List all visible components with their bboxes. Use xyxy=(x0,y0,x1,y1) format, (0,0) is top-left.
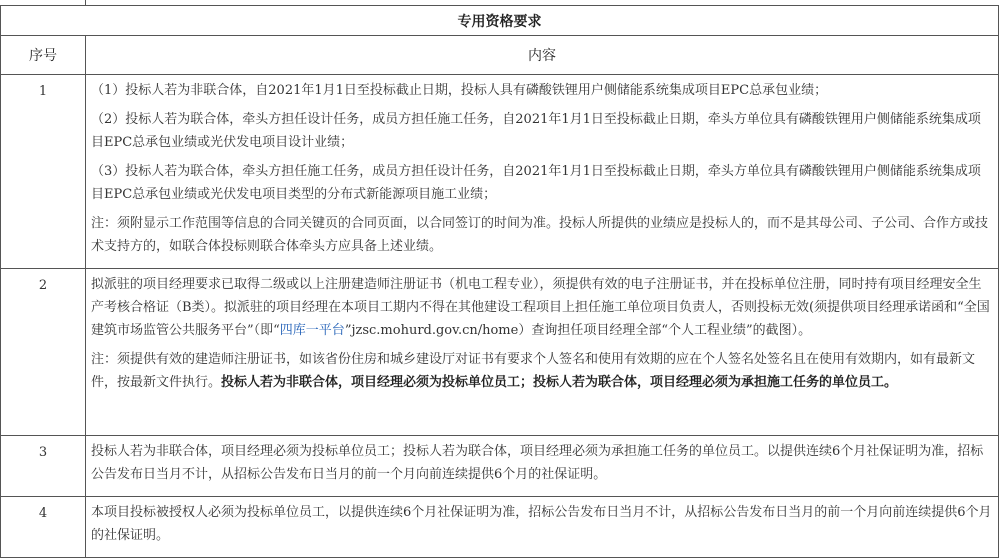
row-content xyxy=(86,269,999,436)
platform-link[interactable]: 四库一平台 xyxy=(279,323,345,338)
paragraph: 投标人若为非联合体，项目经理必须为投标单位员工；投标人若为联合体，项目经理必须为承担施工任务的单位员工。以提供连续6个月社保证明为准，招标公告发布日当月不计，从招标公告发布日当月的前一个月向前连续提供6个月的社保证明。 xyxy=(91,444,984,482)
row-number: 3 xyxy=(1,436,86,497)
table-row xyxy=(1,269,999,436)
paragraph: 注：须附显示工作范围等信息的合同关键页的合同页面，以合同签订的时间为准。投标人所提供的业绩应是投标人的，而不是其母公司、子公司、合作方或技术支持方的，如联合体投标则联合体牵头方应具备上述业绩。 xyxy=(91,216,989,254)
table-row xyxy=(1,436,999,497)
row-content xyxy=(86,436,999,497)
row-number: 1 xyxy=(1,75,86,269)
table-title-row xyxy=(1,6,999,36)
row-content xyxy=(86,75,999,269)
paragraph: （1）投标人若为非联合体，自2021年1月1日至投标截止日期，投标人具有磷酸铁锂用户侧储能系统集成项目EPC总承包业绩； xyxy=(91,83,828,98)
paragraph: （3）投标人若为联合体，牵头方担任施工任务，成员方担任设计任务，自2021年1月1日至投标截止日期，牵头方单位具有磷酸铁锂用户侧储能系统集成项目EPC总承包业绩或光伏发电项目类型的分布式新能源项目施工业绩； xyxy=(91,164,981,202)
text: ”jzsc.mohurd.gov.cn/home）查询担任项目经理全部“个人工程业绩”的截图）。 xyxy=(344,323,812,338)
header-no: 序号 xyxy=(1,36,86,75)
text: 注：须提供有效的建造师注册证书，如该省份住房和城乡建设厅对证书有要求个人签名和使用有效期的应在个人签名处签名且在使用有效期内，如有最新文件，按最新文件执行。 xyxy=(91,352,976,390)
table-header-row xyxy=(1,36,999,75)
table-title: 专用资格要求 xyxy=(1,6,999,36)
bold-text: 投标人若为非联合体，项目经理必须为投标单位员工；投标人若为联合体，项目经理必须为承担施工任务的单位员工。 xyxy=(221,375,898,390)
row-number: 2 xyxy=(1,269,86,436)
table-row xyxy=(1,75,999,269)
paragraph xyxy=(91,348,992,394)
paragraph: （2）投标人若为联合体，牵头方担任设计任务，成员方担任施工任务，自2021年1月1日至投标截止日期，牵头方单位具有磷酸铁锂用户侧储能系统集成项目EPC总承包业绩或光伏发电项目设计业绩； xyxy=(91,112,981,150)
paragraph xyxy=(91,273,992,342)
row-content xyxy=(86,497,999,558)
table-row xyxy=(1,497,999,558)
header-content: 内容 xyxy=(86,36,999,75)
paragraph: 本项目投标被授权人必须为投标单位员工，以提供连续6个月社保证明为准，招标公告发布日当月不计，从招标公告发布日当月的前一个月向前连续提供6个月的社保证明。 xyxy=(91,505,992,543)
qualification-table xyxy=(0,5,999,558)
row-number: 4 xyxy=(1,497,86,558)
text: 拟派驻的项目经理要求已取得二级或以上注册建造师注册证书（机电工程专业），须提供有效的电子注册证书，并在投标单位注册，同时持有项目经理安全生产考核合格证（B类）。拟派驻的项目经理在本项目工期内不得在其他建设工程项目上担任施工单位项目负责人，否则投标无效(须提供项目经理承诺函和“全国建筑市场监管公共服务平台”（即“ xyxy=(91,277,990,338)
